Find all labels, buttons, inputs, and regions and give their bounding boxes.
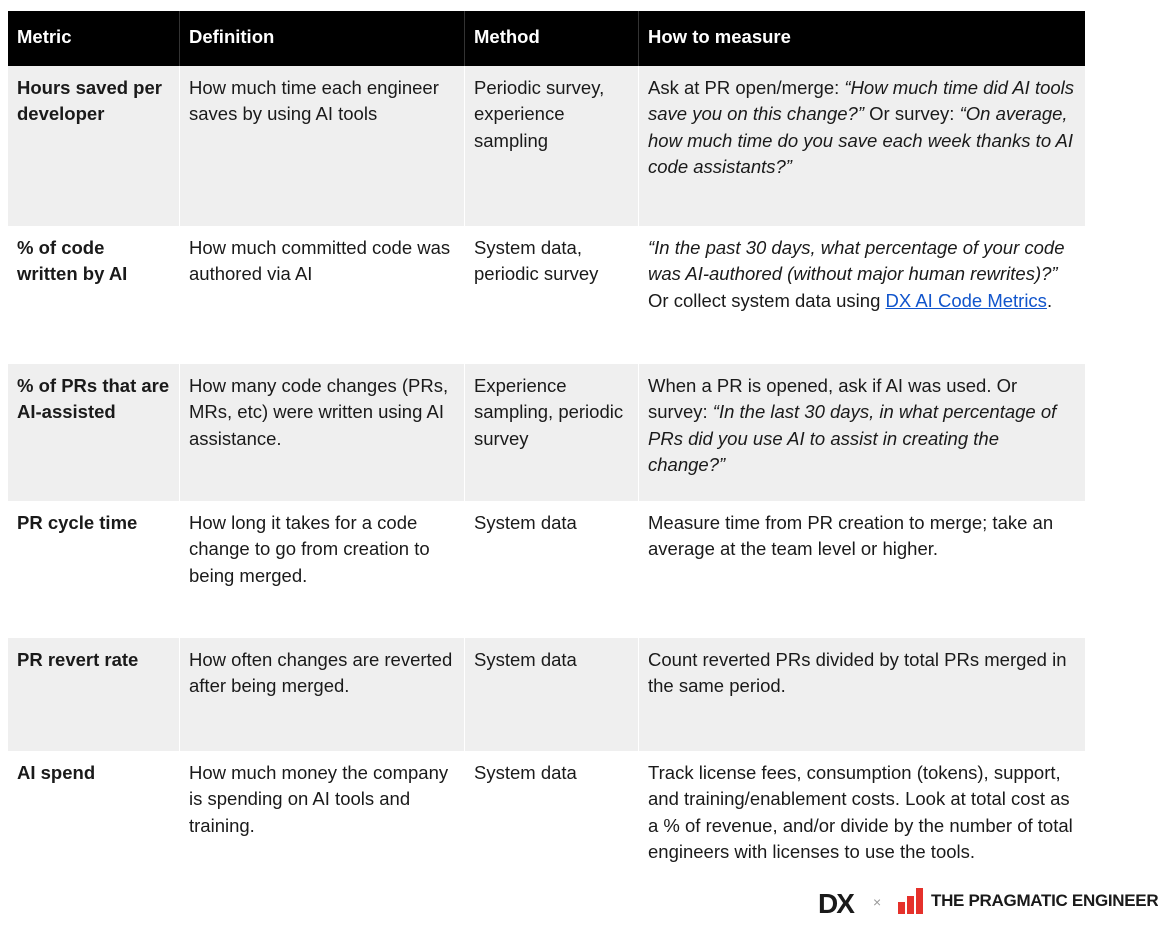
- method-cell: System data: [465, 501, 639, 638]
- table-row: [8, 66, 1085, 226]
- definition-cell: How much committed code was authored via AI: [180, 226, 465, 364]
- metric-cell: % of PRs that are AI-assisted: [8, 364, 180, 501]
- metric-cell: PR revert rate: [8, 638, 180, 751]
- metric-cell: AI spend: [8, 751, 180, 879]
- definition-cell: How often changes are reverted after being merged.: [180, 638, 465, 751]
- table-row: [8, 364, 1085, 501]
- logo-separator: ×: [873, 894, 882, 910]
- how-text: Ask at PR open/merge:: [648, 77, 845, 98]
- method-cell: Periodic survey, experience sampling: [465, 66, 639, 226]
- how-quote: “In the last 30 days, in what percentage of PRs did you use AI to assist in creating the change?”: [648, 401, 1057, 475]
- table-row: [8, 501, 1085, 638]
- method-cell: System data: [465, 638, 639, 751]
- metric-cell: % of code written by AI: [8, 226, 180, 364]
- pragmatic-engineer-logo: THE PRAGMATIC ENGINEER: [931, 891, 1158, 910]
- how-to-measure-cell: Track license fees, consumption (tokens), support, and training/enablement costs. Look at total cost as a % of revenue, and/or divide by the number of total engineers with licenses to use the tools.: [648, 762, 1073, 862]
- dx-ai-code-metrics-link[interactable]: DX AI Code Metrics: [885, 289, 1047, 311]
- header-how-to-measure: How to measure: [648, 26, 791, 47]
- method-cell: System data: [465, 751, 639, 879]
- metrics-table: [8, 11, 1085, 879]
- header-method: Method: [465, 11, 639, 66]
- method-cell: Experience sampling, periodic survey: [465, 364, 639, 501]
- how-to-measure-cell: [639, 226, 1085, 364]
- metric-cell: Hours saved per developer: [8, 66, 180, 226]
- metric-cell: PR cycle time: [8, 501, 180, 638]
- dx-logo: DX: [818, 888, 853, 919]
- how-text: Or collect system data using: [648, 289, 886, 311]
- how-text: When a PR is opened, ask if AI was used. Or survey:: [648, 375, 1018, 423]
- table-row: [8, 638, 1085, 751]
- table-row: [8, 751, 1085, 879]
- definition-cell: How much money the company is spending on AI tools and training.: [180, 751, 465, 879]
- footer-logos: [818, 886, 1158, 919]
- definition-cell: How long it takes for a code change to go from creation to being merged.: [180, 501, 465, 638]
- table-row: [8, 226, 1085, 364]
- how-text: Or survey:: [863, 103, 960, 125]
- how-to-measure-cell: Measure time from PR creation to merge; take an average at the team level or higher.: [648, 512, 1054, 560]
- how-to-measure-cell: Count reverted PRs divided by total PRs merged in the same period.: [648, 649, 1067, 697]
- header-definition: Definition: [180, 11, 465, 66]
- how-quote: “How much time did AI tools save you on this change?”: [648, 77, 1075, 125]
- pragmatic-engineer-bars-icon: [898, 888, 926, 914]
- how-quote: “On average, how much time do you save each week thanks to AI code assistants?”: [648, 103, 1074, 177]
- how-to-measure-cell: [639, 364, 1085, 501]
- how-to-measure-cell: [639, 66, 1085, 226]
- method-cell: System data, periodic survey: [465, 226, 639, 364]
- how-quote: “In the past 30 days, what percentage of your code was AI-authored (without major human rewrites)?”: [648, 237, 1065, 285]
- definition-cell: How much time each engineer saves by using AI tools: [180, 66, 465, 226]
- definition-cell: How many code changes (PRs, MRs, etc) were written using AI assistance.: [180, 364, 465, 501]
- table-header-row: [8, 11, 1085, 66]
- how-text: .: [1046, 289, 1053, 311]
- header-metric: Metric: [8, 11, 180, 66]
